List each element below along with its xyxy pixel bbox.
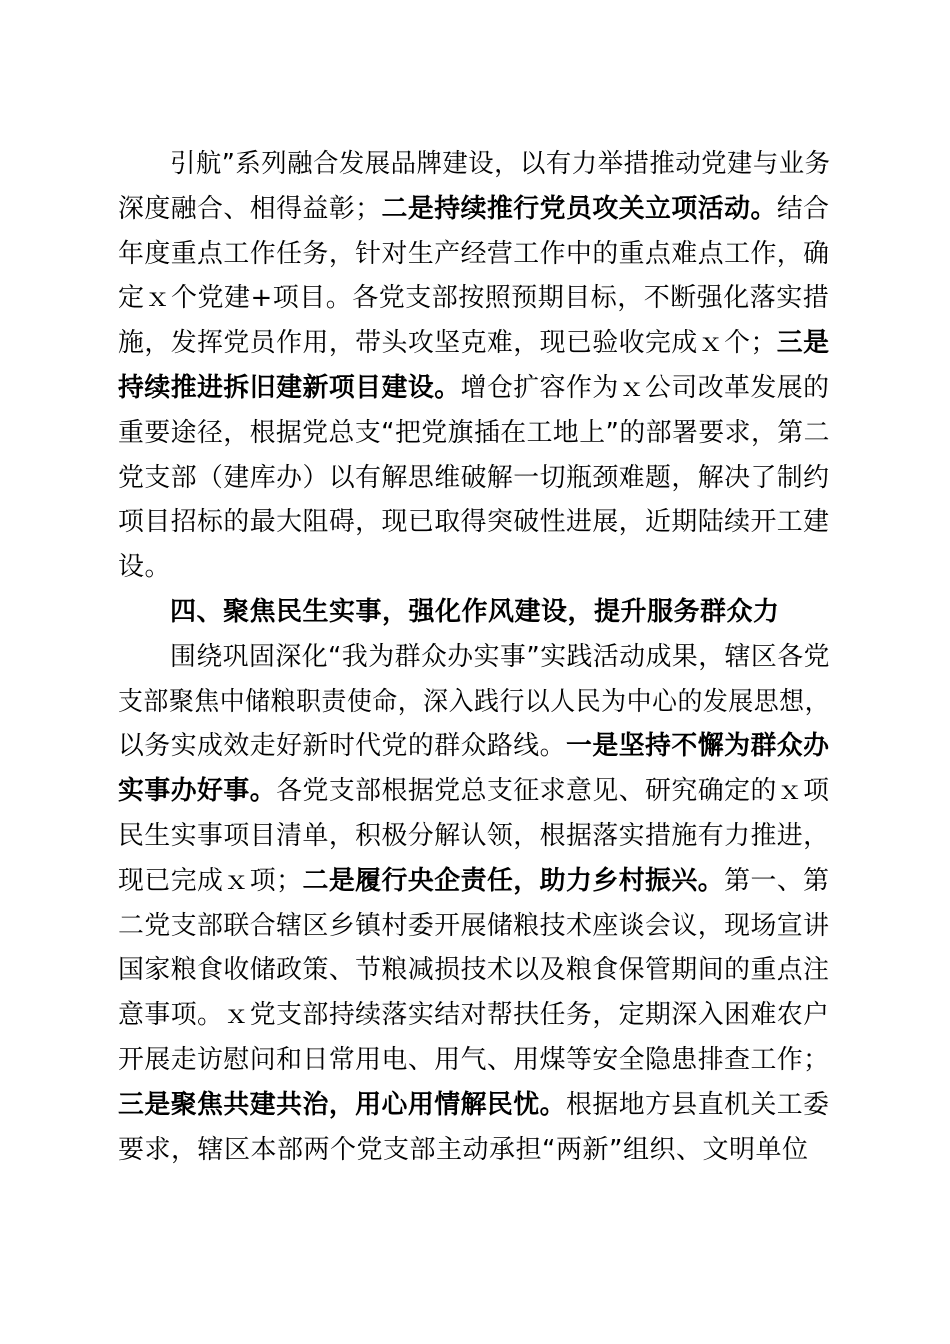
text: 以务实成效走好新时代党的群众路线。 — [118, 731, 566, 762]
text-line — [118, 187, 830, 231]
text-line — [118, 456, 830, 500]
text: 设。 — [118, 552, 172, 583]
text: 第一、第 — [724, 865, 830, 896]
text-line — [118, 232, 830, 276]
bold-text: 三是聚焦共建共治，用心用情解民忧。 — [118, 1089, 566, 1120]
text: 年度重点工作任务，针对生产经营工作中的重点难点工作，确 — [118, 238, 830, 269]
bold-text: 二是持续推行党员攻关立项活动。 — [381, 193, 777, 224]
bold-text: 二是履行央企责任，助力乡村振兴。 — [302, 865, 725, 896]
text: 结合 — [776, 193, 830, 224]
bold-text: 四、聚焦民生实事，强化作风建设，提升服务群众力 — [170, 597, 780, 627]
text: 项目招标的最大阻碍，现已取得突破性进展，近期陆续开工建 — [118, 507, 830, 538]
text-line — [170, 635, 830, 679]
bold-text: 三是 — [776, 328, 830, 359]
text-line — [118, 500, 830, 544]
text-line — [118, 724, 830, 768]
text-line — [118, 1128, 808, 1172]
text-line — [118, 769, 830, 813]
text-line — [118, 814, 830, 858]
text-line — [118, 1038, 830, 1082]
section-heading — [170, 590, 780, 634]
text: 现已完成ｘ项； — [118, 865, 303, 896]
text-line — [118, 321, 830, 365]
text-line — [170, 142, 830, 186]
text: 意事项。ｘ党支部持续落实结对帮扶任务，定期深入困难农户 — [118, 1000, 830, 1031]
text: 深度融合、相得益彰； — [118, 193, 382, 224]
bold-text: 实事办好事。 — [118, 776, 277, 807]
text: 二党支部联合辖区乡镇村委开展储粮技术座谈会议，现场宣讲 — [118, 910, 830, 941]
text-line — [118, 276, 829, 320]
text: 党支部（建库办）以有解思维破解一切瓶颈难题，解决了制约 — [118, 462, 830, 493]
text: 开展走访慰问和日常用电、用气、用煤等安全隐患排查工作； — [118, 1045, 830, 1075]
bold-text: 持续推进拆旧建新项目建设。 — [118, 373, 461, 403]
text-line — [118, 680, 830, 724]
text-line — [118, 545, 171, 589]
text: 根据地方县直机关工委 — [565, 1089, 830, 1120]
text: 各党支部根据党总支征求意见、研究确定的ｘ项 — [276, 776, 830, 807]
text: 国家粮食收储政策、节粮减损技术以及粮食保管期间的重点注 — [118, 955, 830, 986]
bold-text: 一是坚持不懈为群众办 — [565, 731, 830, 762]
text: 施，发挥党员作用，带头攻坚克难，现已验收完成ｘ个； — [118, 328, 777, 359]
text: 引航”系列融合发展品牌建设，以有力举措推动党建与业务 — [170, 149, 831, 179]
text: 支部聚焦中储粮职责使命，深入践行以人民为中心的发展思想， — [118, 686, 831, 717]
text-line — [118, 904, 830, 948]
text: 围绕巩固深化“我为群众办实事”实践活动成果，辖区各党 — [170, 641, 830, 672]
text-line — [118, 948, 830, 992]
text-line — [118, 411, 830, 455]
text: 民生实事项目清单，积极分解认领，根据落实措施有力推进， — [118, 821, 830, 851]
text-line — [118, 1083, 830, 1127]
text: 重要途径，根据党总支“把党旗插在工地上”的部署要求，第二 — [118, 417, 830, 448]
text-line — [118, 366, 830, 410]
text: 要求，辖区本部两个党支部主动承担“两新”组织、文明单位 — [118, 1134, 809, 1165]
text-line — [118, 859, 830, 903]
text-line — [118, 993, 830, 1037]
text: 增仓扩容作为ｘ公司改革发展的 — [460, 373, 830, 403]
text: 定ｘ个党建+项目。各党支部按照预期目标，不断强化落实措 — [118, 283, 830, 314]
